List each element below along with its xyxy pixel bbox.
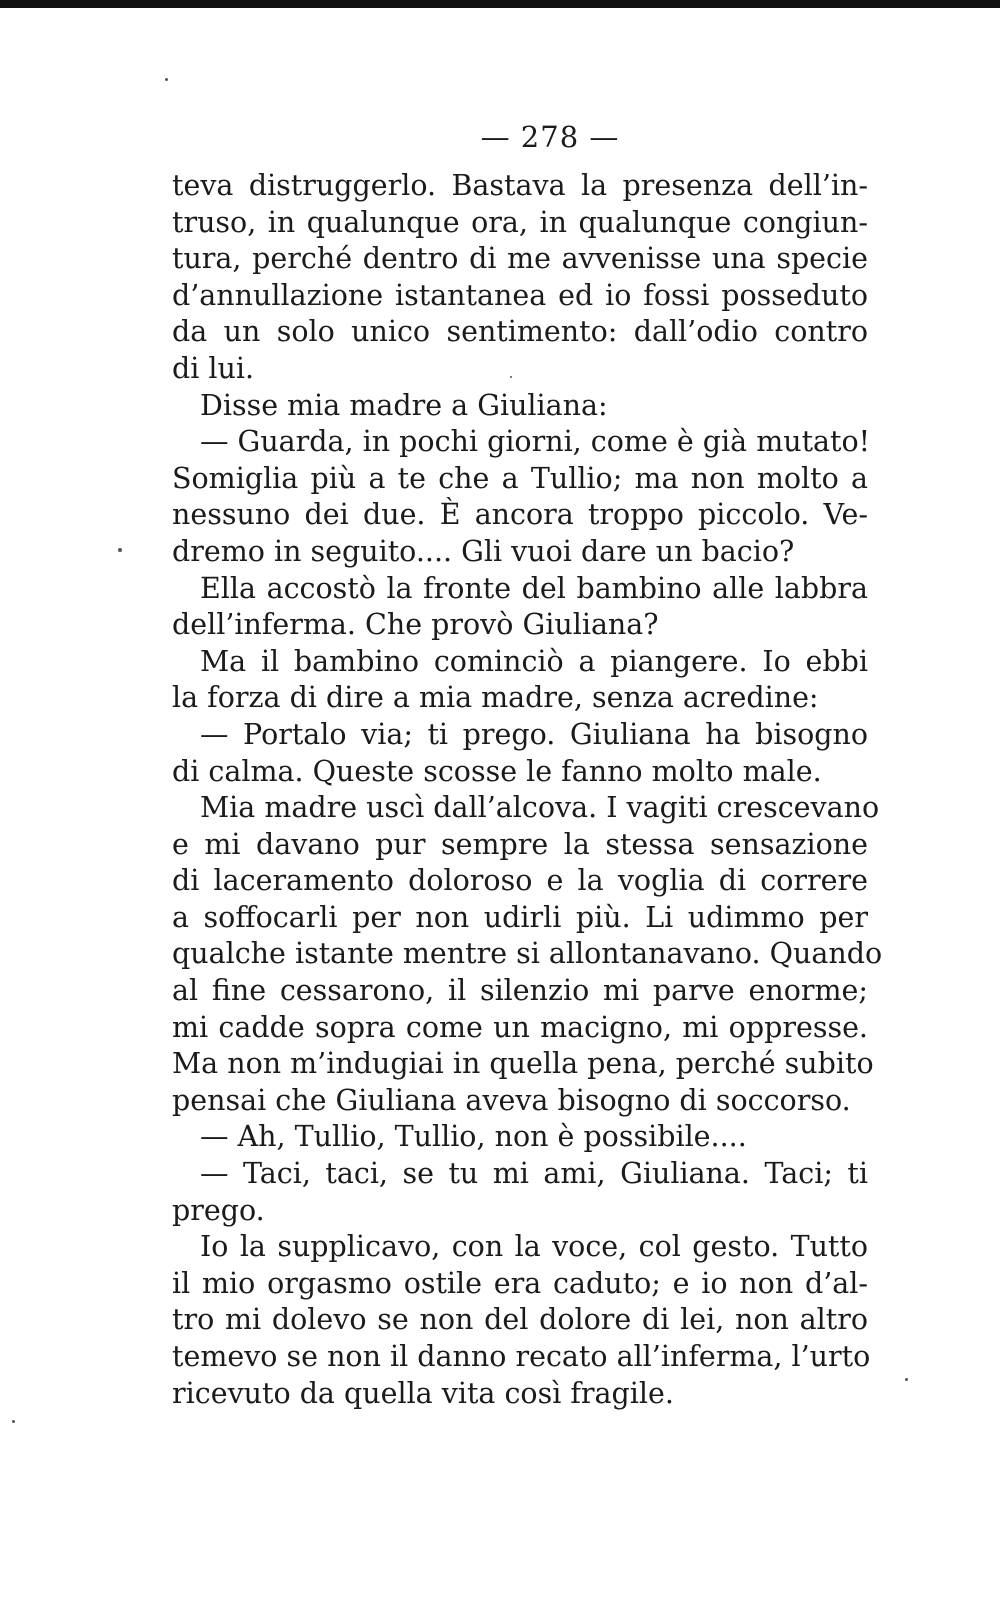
text-line: nessuno dei due. È ancora troppo piccolo. Ve- [172, 498, 868, 532]
text-line: — Ah, Tullio, Tullio, non è possibile.... [200, 1120, 747, 1154]
text-line: e mi davano pur sempre la stessa sensazione [172, 827, 868, 861]
text-line: pensai che Giuliana aveva bisogno di soccorso. [172, 1083, 851, 1117]
text-line: mi cadde sopra come un macigno, mi oppresse. [172, 1010, 868, 1044]
text-line: dremo in seguito.... Gli vuoi dare un bacio? [172, 534, 795, 568]
text-line: la forza di dire a mia madre, senza acredine: [172, 681, 819, 715]
paper-speck [905, 1378, 908, 1381]
text-line: Ella accostò la fronte del bambino alle labbra [200, 571, 868, 605]
paper-speck [12, 1420, 15, 1423]
page-number: — 278 — [480, 120, 620, 154]
paper-speck [118, 548, 122, 552]
text-line: temevo se non il danno recato all’inferma, l’urto [172, 1340, 871, 1373]
paper-speck [510, 376, 512, 378]
text-line: da un solo unico sentimento: dall’odio contro [172, 315, 868, 349]
text-line: qualche istante mentre si allontanavano. Quando [172, 937, 883, 971]
top-border-rule [0, 0, 1000, 8]
text-line: di lui. [172, 351, 255, 385]
paper-speck [165, 78, 168, 81]
text-line: dell’inferma. Che provò Giuliana? [172, 608, 659, 642]
text-line: tro mi dolevo se non del dolore di lei, non altro [172, 1303, 868, 1337]
text-line: di laceramento doloroso e la voglia di correre [172, 864, 868, 898]
text-line: a soffocarli per non udirli più. Li udimmo per [172, 900, 868, 934]
text-line: d’annullazione istantanea ed io fossi posseduto [172, 278, 868, 312]
text-line: prego. [172, 1193, 265, 1227]
text-line: al fine cessarono, il silenzio mi parve enorme; [172, 974, 868, 1008]
text-line: Io la supplicavo, con la voce, col gesto. Tutto [200, 1230, 868, 1264]
text-line: tura, perché dentro di me avvenisse una specie [172, 242, 868, 276]
text-line: Ma non m’indugiai in quella pena, perché subito [172, 1047, 874, 1081]
text-line: Mia madre uscì dall’alcova. I vagiti crescevano [200, 791, 880, 825]
text-line: ricevuto da quella vita così fragile. [172, 1376, 674, 1410]
text-line: — Taci, taci, se tu mi ami, Giuliana. Taci; ti [200, 1157, 868, 1191]
text-line: il mio orgasmo ostile era caduto; e io non d’al- [172, 1266, 868, 1300]
text-line: teva distruggerlo. Bastava la presenza dell’in- [172, 169, 868, 202]
body-text [172, 168, 883, 1412]
text-line: Ma il bambino cominciò a piangere. Io ebbi [200, 644, 868, 678]
text-line: di calma. Queste scosse le fanno molto male. [172, 754, 822, 788]
text-line: — Portalo via; ti prego. Giuliana ha bisogno [200, 717, 868, 751]
text-line: truso, in qualunque ora, in qualunque congiun- [172, 205, 868, 239]
text-line: Somiglia più a te che a Tullio; ma non molto a [172, 461, 868, 495]
text-line: — Guarda, in pochi giorni, come è già mutato! [200, 425, 871, 459]
text-line: Disse mia madre a Giuliana: [200, 388, 608, 422]
